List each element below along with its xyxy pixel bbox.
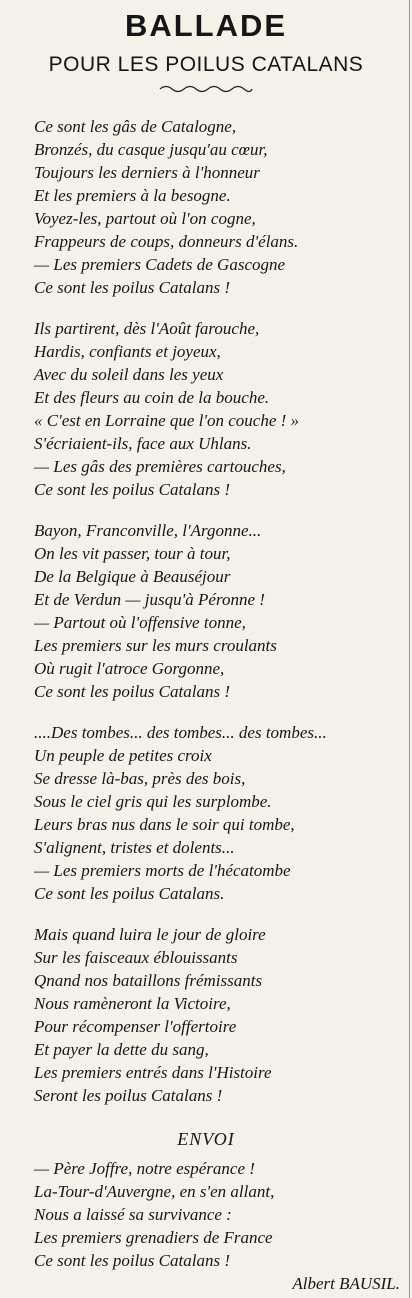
poem-title: BALLADE	[124, 8, 288, 43]
envoi-line: Nous a laissé sa survivance :	[34, 1205, 232, 1224]
poem-line: Bronzés, du casque jusqu'au cœur,	[34, 140, 268, 159]
poem-line: Bayon, Franconville, l'Argonne...	[34, 521, 262, 540]
poem-line: Ils partirent, dès l'Août farouche,	[34, 319, 260, 338]
poem-line: — Partout où l'offensive tonne,	[34, 613, 246, 632]
envoi-line: La-Tour-d'Auvergne, en s'en allant,	[34, 1182, 275, 1201]
poem-line: Sur les faisceaux éblouissants	[34, 948, 238, 967]
envoi-line: — Père Joffre, notre espérance !	[34, 1159, 255, 1178]
poem-line: Qnand nos bataillons frémissants	[34, 971, 263, 990]
poem-line: Et des fleurs au coin de la bouche.	[34, 388, 270, 407]
poem-line: — Les premiers morts de l'hécatombe	[34, 861, 291, 880]
poem-subtitle: POUR LES POILUS CATALANS	[48, 53, 364, 76]
poem-line: Seront les poilus Catalans !	[34, 1086, 223, 1105]
poem-line: Frappeurs de coups, donneurs d'élans.	[34, 232, 299, 251]
poem-line: Pour récompenser l'offertoire	[34, 1017, 237, 1036]
wavy-ornament-divider	[158, 84, 254, 94]
poem-line: Un peuple de petites croix	[34, 746, 212, 765]
poem-line: Ce sont les poilus Catalans !	[34, 278, 230, 297]
poem-line: Nous ramèneront la Victoire,	[34, 994, 231, 1013]
poem-line: Mais quand luira le jour de gloire	[34, 925, 266, 944]
poem-line: Où rugit l'atroce Gorgonne,	[34, 659, 225, 678]
poem-line: Voyez-les, partout où l'on cogne,	[34, 209, 256, 228]
poem-line: Ce sont les poilus Catalans.	[34, 884, 225, 903]
poem-line: Et payer la dette du sang,	[34, 1040, 209, 1059]
poem-line: Ce sont les poilus Catalans !	[34, 480, 230, 499]
poem-line: De la Belgique à Beauséjour	[34, 567, 231, 586]
envoi-title: ENVOI	[177, 1129, 235, 1149]
poem-line: Sous le ciel gris qui les surplombe.	[34, 792, 272, 811]
poem-line: S'alignent, tristes et dolents...	[34, 838, 235, 857]
poem-line: S'écriaient-ils, face aux Uhlans.	[34, 434, 252, 453]
column-edge-rule	[409, 0, 410, 1298]
poem-line: Les premiers entrés dans l'Histoire	[34, 1063, 272, 1082]
poem-line: « C'est en Lorraine que l'on couche ! »	[34, 411, 300, 430]
poem-line: — Les premiers Cadets de Gascogne	[34, 255, 286, 274]
poem-line: Se dresse là-bas, près des bois,	[34, 769, 246, 788]
poem-line: ....Des tombes... des tombes... des tombes...	[34, 723, 327, 742]
poem-line: Ce sont les poilus Catalans !	[34, 682, 230, 701]
poem-line: — Les gâs des premières cartouches,	[34, 457, 286, 476]
poem-line: Les premiers sur les murs croulants	[34, 636, 277, 655]
author-signature: Albert BAUSIL.	[292, 1274, 400, 1293]
poem-line: Toujours les derniers à l'honneur	[34, 163, 260, 182]
poem-line: Et de Verdun — jusqu'à Péronne !	[34, 590, 265, 609]
poem-line: On les vit passer, tour à tour,	[34, 544, 231, 563]
envoi-line: Ce sont les poilus Catalans !	[34, 1251, 230, 1270]
poem-line: Hardis, confiants et joyeux,	[34, 342, 221, 361]
poem-line: Avec du soleil dans les yeux	[34, 365, 224, 384]
envoi-line: Les premiers grenadiers de France	[34, 1228, 273, 1247]
poem-line: Leurs bras nus dans le soir qui tombe,	[34, 815, 295, 834]
poem-line: Ce sont les gâs de Catalogne,	[34, 117, 237, 136]
poem-line: Et les premiers à la besogne.	[34, 186, 231, 205]
